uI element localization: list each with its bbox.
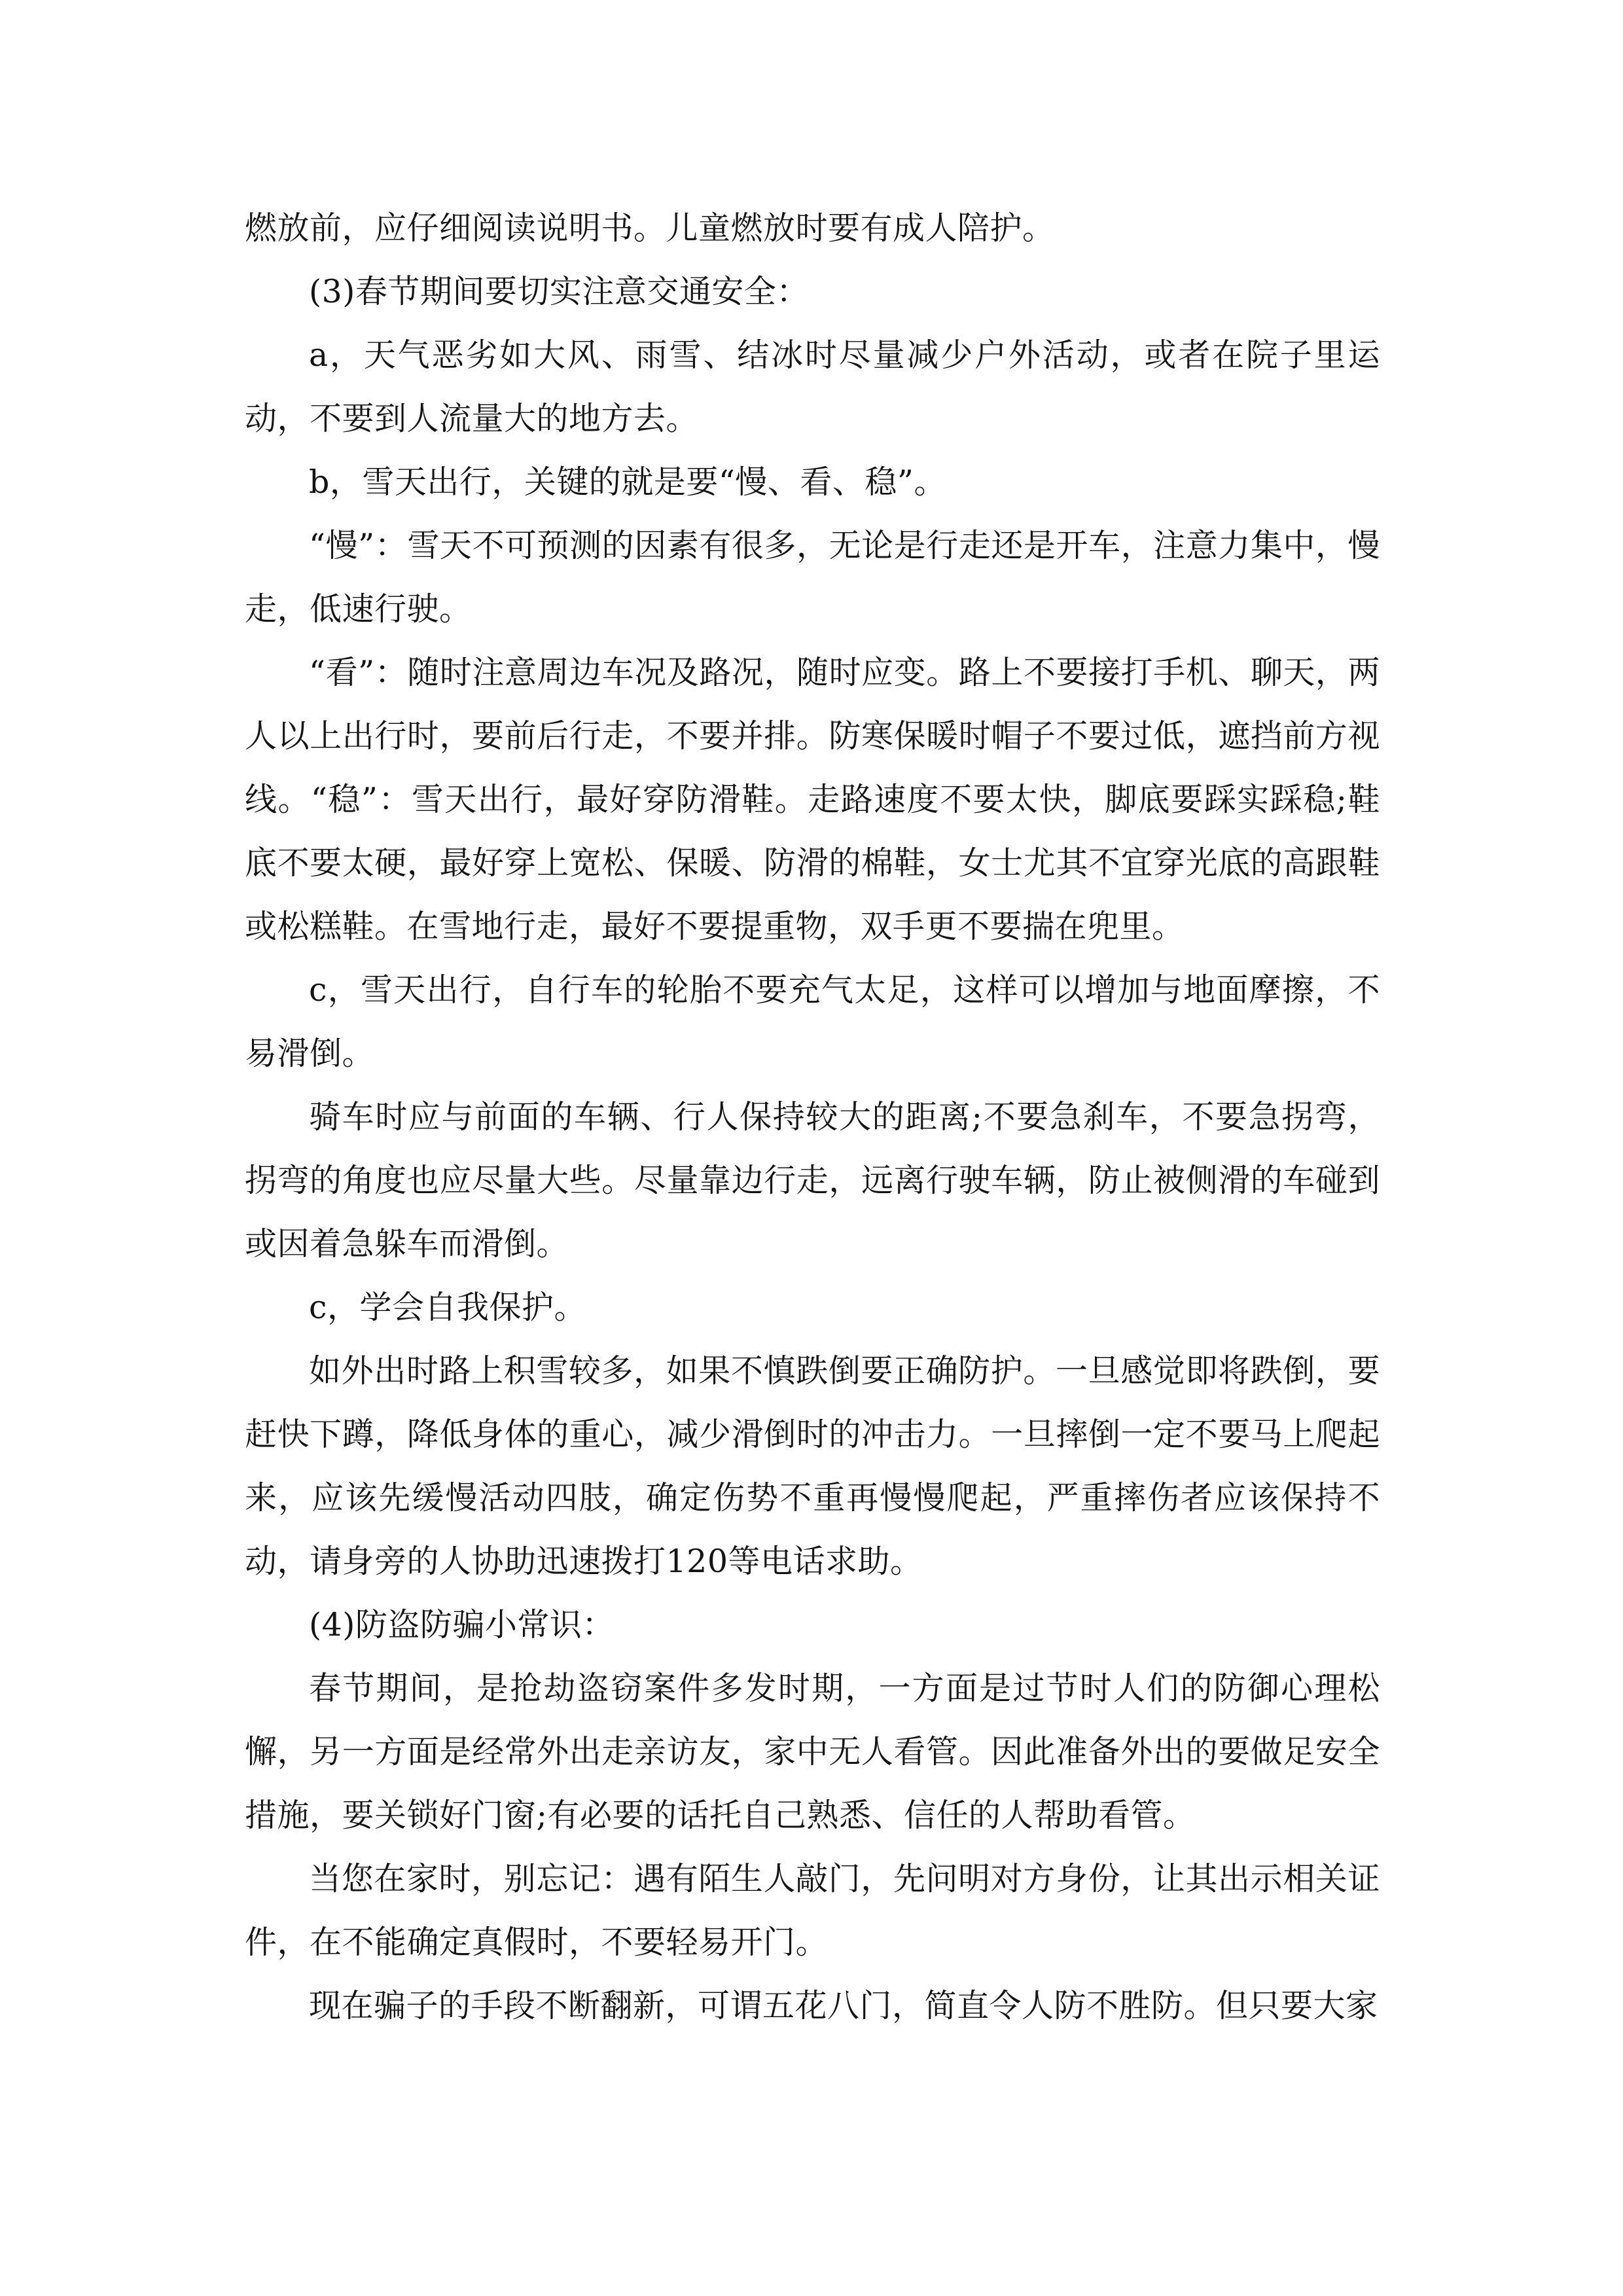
paragraph: 燃放前，应仔细阅读说明书。儿童燃放时要有成人陪护。 (245, 209, 1055, 247)
paragraph: “慢”：雪天不可预测的因素有很多，无论是行走还是开车，注意力集中，慢走，低速行驶。 (245, 527, 1380, 628)
paragraph: 如外出时路上积雪较多，如果不慎跌倒要正确防护。一旦感觉即将跌倒，要赶快下蹲，降低身体的重心，减少滑倒时的冲击力。一旦摔倒一定不要马上爬起来，应该先缓慢活动四肢，确定伤势不重再慢慢爬起，严重摔伤者应该保持不动，请身旁的人协助迅速拨打120等电话求助。 (245, 1352, 1380, 1580)
paragraph: 当您在家时，别忘记：遇有陌生人敲门，先问明对方身份，让其出示相关证件，在不能确定真假时，不要轻易开门。 (245, 1860, 1380, 1961)
paragraph: c，学会自我保护。 (309, 1289, 586, 1326)
paragraph: “看”：随时注意周边车况及路况，随时应变。路上不要接打手机、聊天，两人以上出行时，要前后行走，不要并排。防寒保暖时帽子不要过低，遮挡前方视线。“稳”：雪天出行，最好穿防滑鞋。走路速度不要太快，脚底要踩实踩稳;鞋底不要太硬，最好穿上宽松、保暖、防滑的棉鞋，女士尤其不宜穿光底的高跟鞋或松糕鞋。在雪地行走，最好不要提重物，双手更不要揣在兜里。 (245, 654, 1380, 945)
paragraph: 春节期间，是抢劫盗窃案件多发时期，一方面是过节时人们的防御心理松懈，另一方面是经常外出走亲访友，家中无人看管。因此准备外出的要做足安全措施，要关锁好门窗;有必要的话托自己熟悉、信任的人帮助看管。 (245, 1670, 1380, 1834)
paragraph: (4)防盗防骗小常识： (309, 1606, 615, 1643)
paragraph: a，天气恶劣如大风、雨雪、结冰时尽量减少户外活动，或者在院子里运动，不要到人流量大的地方去。 (245, 336, 1380, 437)
paragraph: b，雪天出行，关键的就是要“慢、看、稳”。 (309, 463, 946, 501)
document-body (245, 196, 1380, 2037)
paragraph: c，雪天出行，自行车的轮胎不要充气太足，这样可以增加与地面摩擦，不易滑倒。 (245, 971, 1380, 1072)
paragraph: 骑车时应与前面的车辆、行人保持较大的距离;不要急刹车，不要急拐弯，拐弯的角度也应尽量大些。尽量靠边行走，远离行驶车辆，防止被侧滑的车碰到或因着急躲车而滑倒。 (245, 1098, 1380, 1263)
paragraph: (3)春节期间要切实注意交通安全： (309, 273, 809, 310)
paragraph: 现在骗子的手段不断翻新，可谓五花八门，简直令人防不胜防。但只要大家 (309, 1987, 1378, 2024)
